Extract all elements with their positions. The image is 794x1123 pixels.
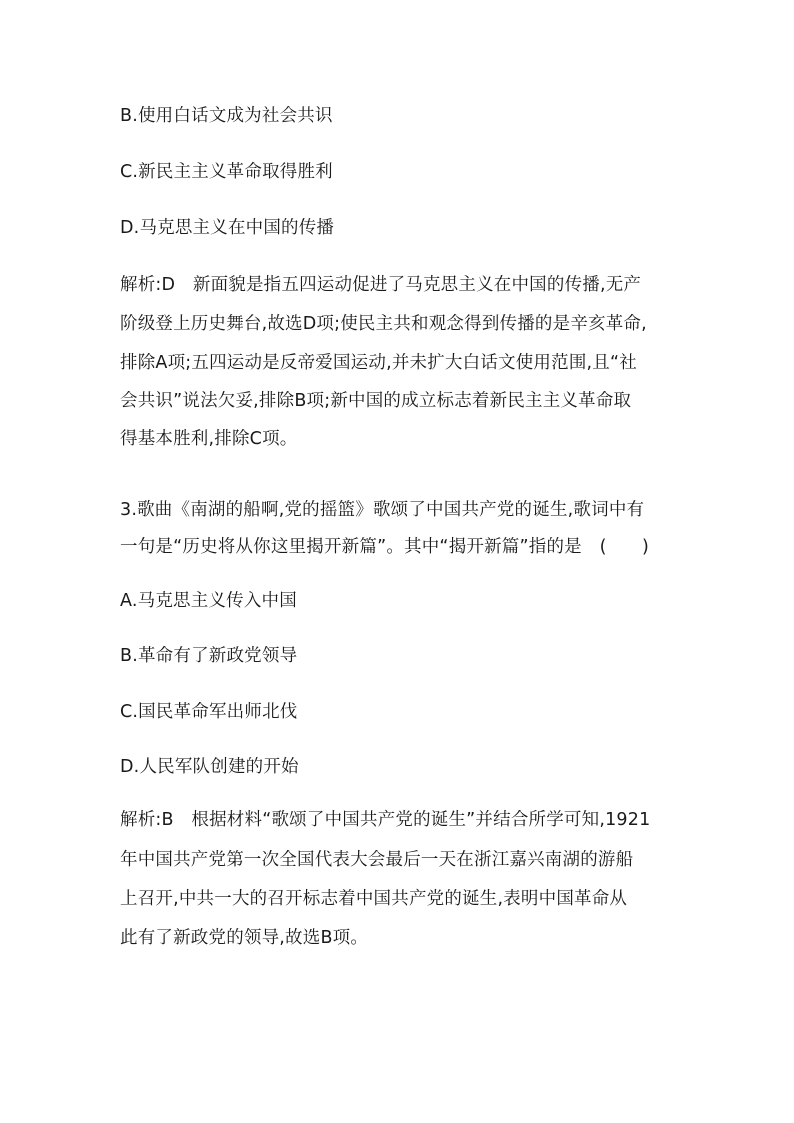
q3-analysis-line: 年中国共产党第一次全国代表大会最后一天在浙江嘉兴南湖的游船	[120, 850, 634, 870]
q3-option-c: C.国民革命军出师北伐	[120, 702, 298, 722]
q2-option-b: B.使用白话文成为社会共识	[120, 106, 333, 126]
q3-analysis-line: 解析:B 根据材料“歌颂了中国共产党的诞生”并结合所学可知,1921	[120, 810, 651, 830]
q2-analysis-line: 阶级登上历史舞台,故选D项;使民主共和观念得到传播的是辛亥革命,	[120, 314, 647, 334]
q2-analysis-line: 会共识”说法欠妥,排除B项;新中国的成立标志着新民主主义革命取	[120, 391, 632, 411]
q2-analysis-line: 得基本胜利,排除C项。	[120, 429, 298, 449]
q3-stem-line: 一句是“历史将从你这里揭开新篇”。其中“揭开新篇”指的是 ( )	[120, 537, 650, 557]
q2-option-c: C.新民主主义革命取得胜利	[120, 162, 333, 182]
q3-option-a: A.马克思主义传入中国	[120, 591, 297, 611]
q2-option-d: D.马克思主义在中国的传播	[120, 218, 335, 238]
q3-option-d: D.人民军队创建的开始	[120, 757, 299, 777]
q3-stem-line: 3.歌曲《南湖的船啊,党的摇篮》歌颂了中国共产党的诞生,歌词中有	[120, 500, 645, 520]
q3-analysis-line: 上召开,中共一大的召开标志着中国共产党的诞生,表明中国革命从	[120, 889, 628, 909]
q3-option-b: B.革命有了新政党领导	[120, 646, 298, 666]
q2-analysis-line: 解析:D 新面貌是指五四运动促进了马克思主义在中国的传播,无产	[120, 275, 642, 295]
q3-analysis-line: 此有了新政党的领导,故选B项。	[120, 928, 369, 948]
q2-analysis-line: 排除A项;五四运动是反帝爱国运动,并未扩大白话文使用范围,且“社	[120, 353, 637, 373]
